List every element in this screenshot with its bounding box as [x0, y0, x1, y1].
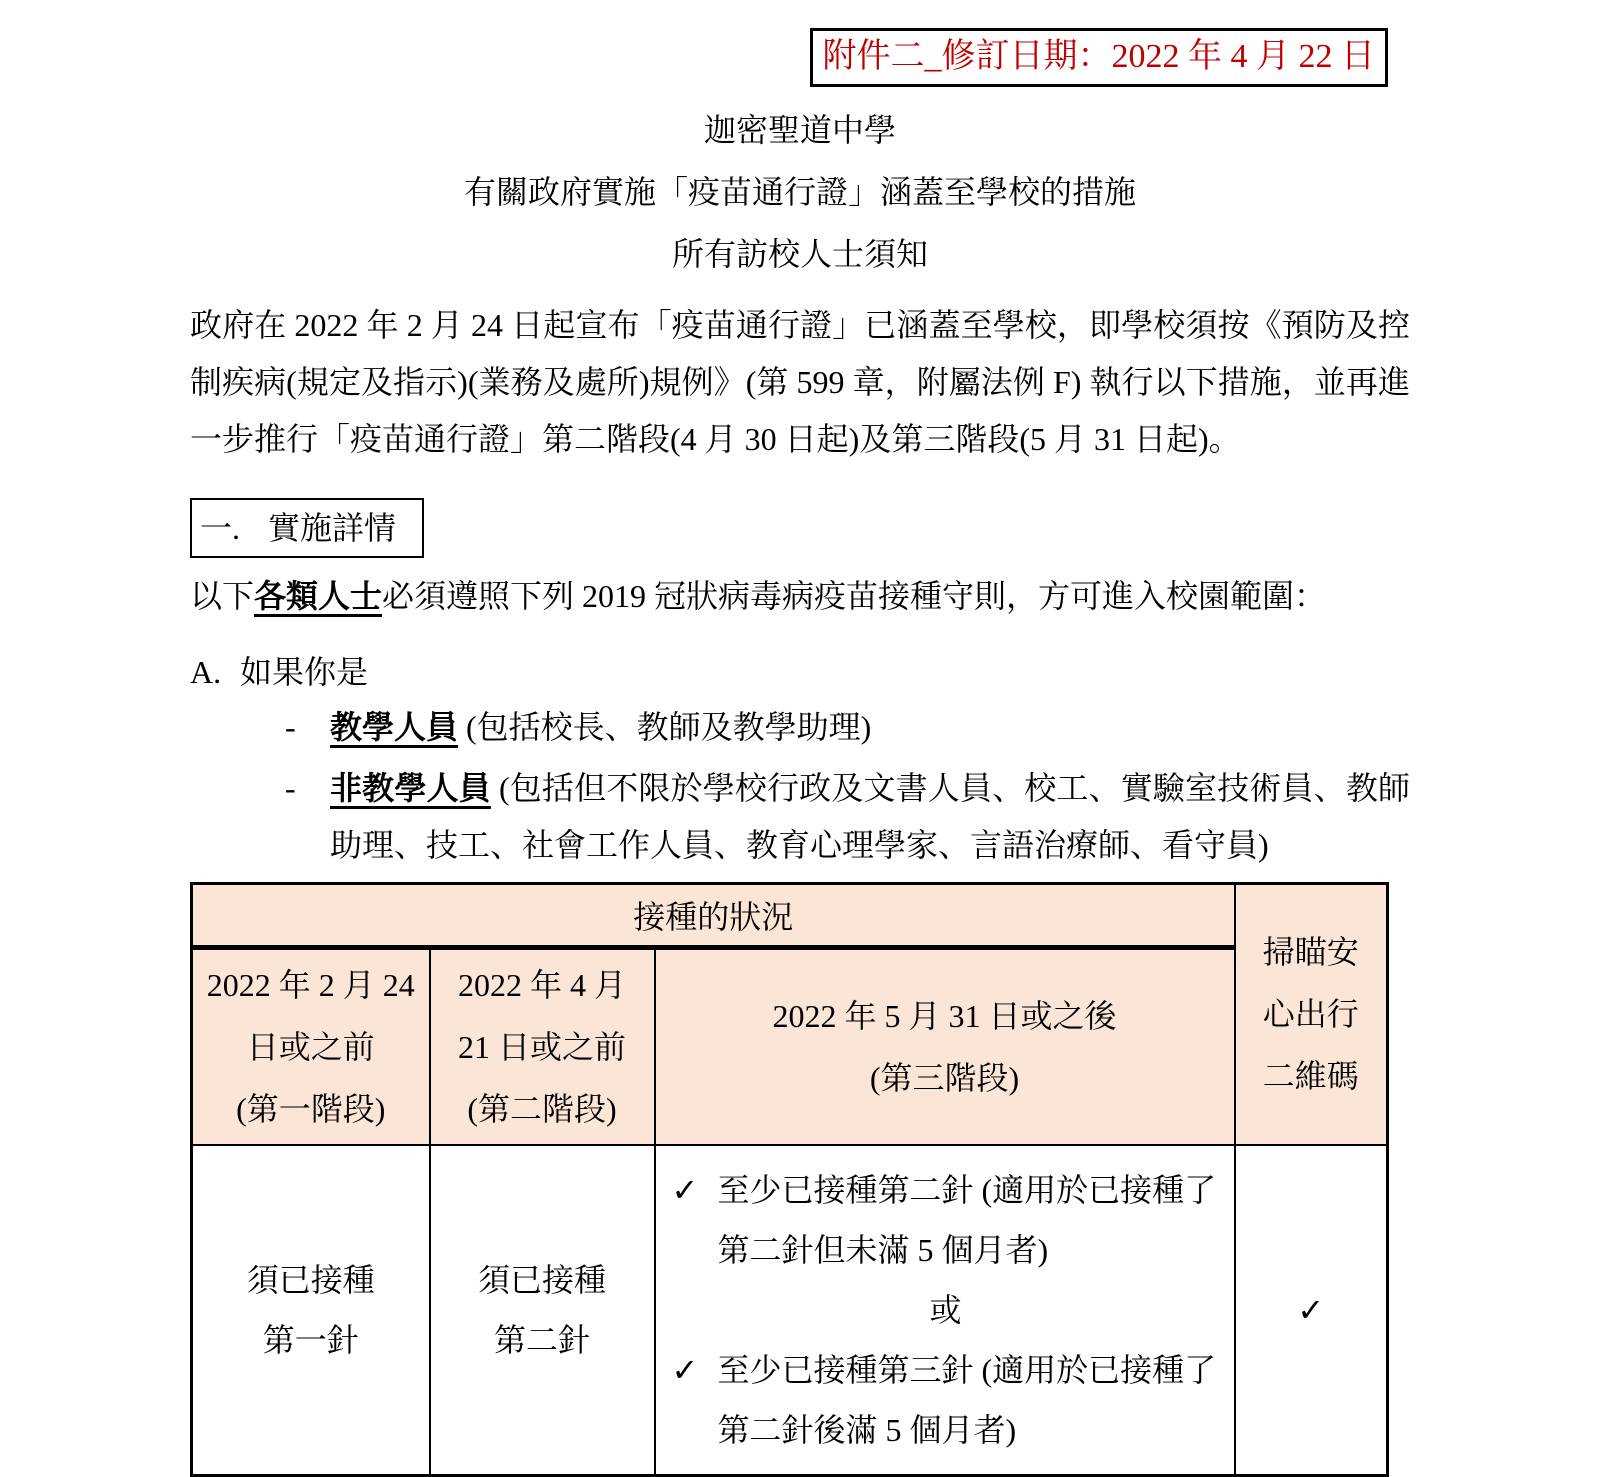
lead-sentence [190, 568, 1410, 625]
stage2-requirement: 須已接種 第二針 [430, 1145, 655, 1476]
term-teaching-staff: 教學人員 [330, 708, 459, 745]
list-item-text [330, 760, 1410, 874]
term-non-teaching-staff: 非教學人員 [330, 769, 491, 806]
lead-prefix: 以下 [190, 577, 255, 614]
stage3-option-2-text: 至少已接種第三針 (適用於已接種了第二針後滿 5 個月者) [717, 1351, 1217, 1448]
revision-note-box [810, 28, 1389, 87]
term-non-teaching-description: (包括但不限於學校行政及文書人員、校工、實驗室技術員、教師助理、技工、社會工作人員、教育心理學家、言語治療師、看守員) [330, 769, 1410, 863]
table-header-row-2 [192, 947, 1388, 1145]
or-connector: 或 [929, 1291, 962, 1328]
stage3-requirement [655, 1145, 1235, 1476]
qr-scan-header: 掃瞄安心出行二維碼 [1235, 883, 1388, 1145]
document-title: 有關政府實施「疫苗通行證」涵蓋至學校的措施 [463, 173, 1136, 210]
check-icon: ✓ [671, 1170, 699, 1209]
list-item-non-teaching-staff [190, 760, 1410, 874]
school-name: 迦密聖道中學 [703, 111, 896, 148]
stage1-header: 2022 年 2 月 24 日或之前 (第一階段) [192, 947, 430, 1145]
stage3-option-2 [672, 1340, 1220, 1460]
table-header-row-1 [192, 883, 1388, 947]
vaccination-table [190, 882, 1389, 1477]
check-icon: ✓ [671, 1350, 699, 1389]
list-a-heading [190, 649, 1410, 695]
stage2-header: 2022 年 4 月 21 日或之前 (第二階段) [430, 947, 655, 1145]
section-number: 一. [200, 509, 241, 546]
section-heading: 實施詳情 [268, 509, 397, 546]
lead-emphasis-term: 各類人士 [254, 577, 383, 614]
stage3-option-1-text: 至少已接種第二針 (適用於已接種了第二針但未滿 5 個月者) [717, 1171, 1217, 1268]
table-body-row [192, 1145, 1388, 1476]
revision-note: 附件二_修訂日期：2022 年 4 月 22 日 [822, 38, 1375, 75]
dash-marker: - [285, 769, 296, 806]
document-subtitle: 所有訪校人士須知 [671, 235, 928, 272]
check-icon: ✓ [1297, 1290, 1325, 1329]
lead-suffix: 必須遵照下列 2019 冠狀病毒病疫苗接種守則，方可進入校園範圍： [382, 577, 1327, 614]
vaccination-status-header: 接種的狀況 [192, 883, 1235, 947]
stage3-option-1 [672, 1160, 1220, 1280]
qr-requirement [1235, 1145, 1388, 1476]
stage1-requirement: 須已接種 第一針 [192, 1145, 430, 1476]
section-one-heading-box [190, 498, 424, 558]
list-item-teaching-staff [190, 699, 1410, 756]
dash-marker: - [285, 708, 296, 745]
title-block [190, 99, 1410, 285]
intro-paragraph: 政府在 2022 年 2 月 24 日起宣布「疫苗通行證」已涵蓋至學校，即學校須按《預防及控制疾病(規定及指示)(業務及處所)規例》(第 599 章，附屬法例 F) 執行以下措施，並再進一步推行「疫苗通行證」第二階段(4 月 30 日起)及第三階段(5 月 31 日起)。 [190, 306, 1410, 457]
list-a-label: A. [190, 653, 222, 690]
list-item-text [330, 699, 1410, 756]
list-a-title: 如果你是 [240, 653, 369, 690]
stage3-header: 2022 年 5 月 31 日或之後 (第三階段) [655, 947, 1235, 1145]
term-teaching-description: (包括校長、教師及教學助理) [458, 708, 872, 745]
